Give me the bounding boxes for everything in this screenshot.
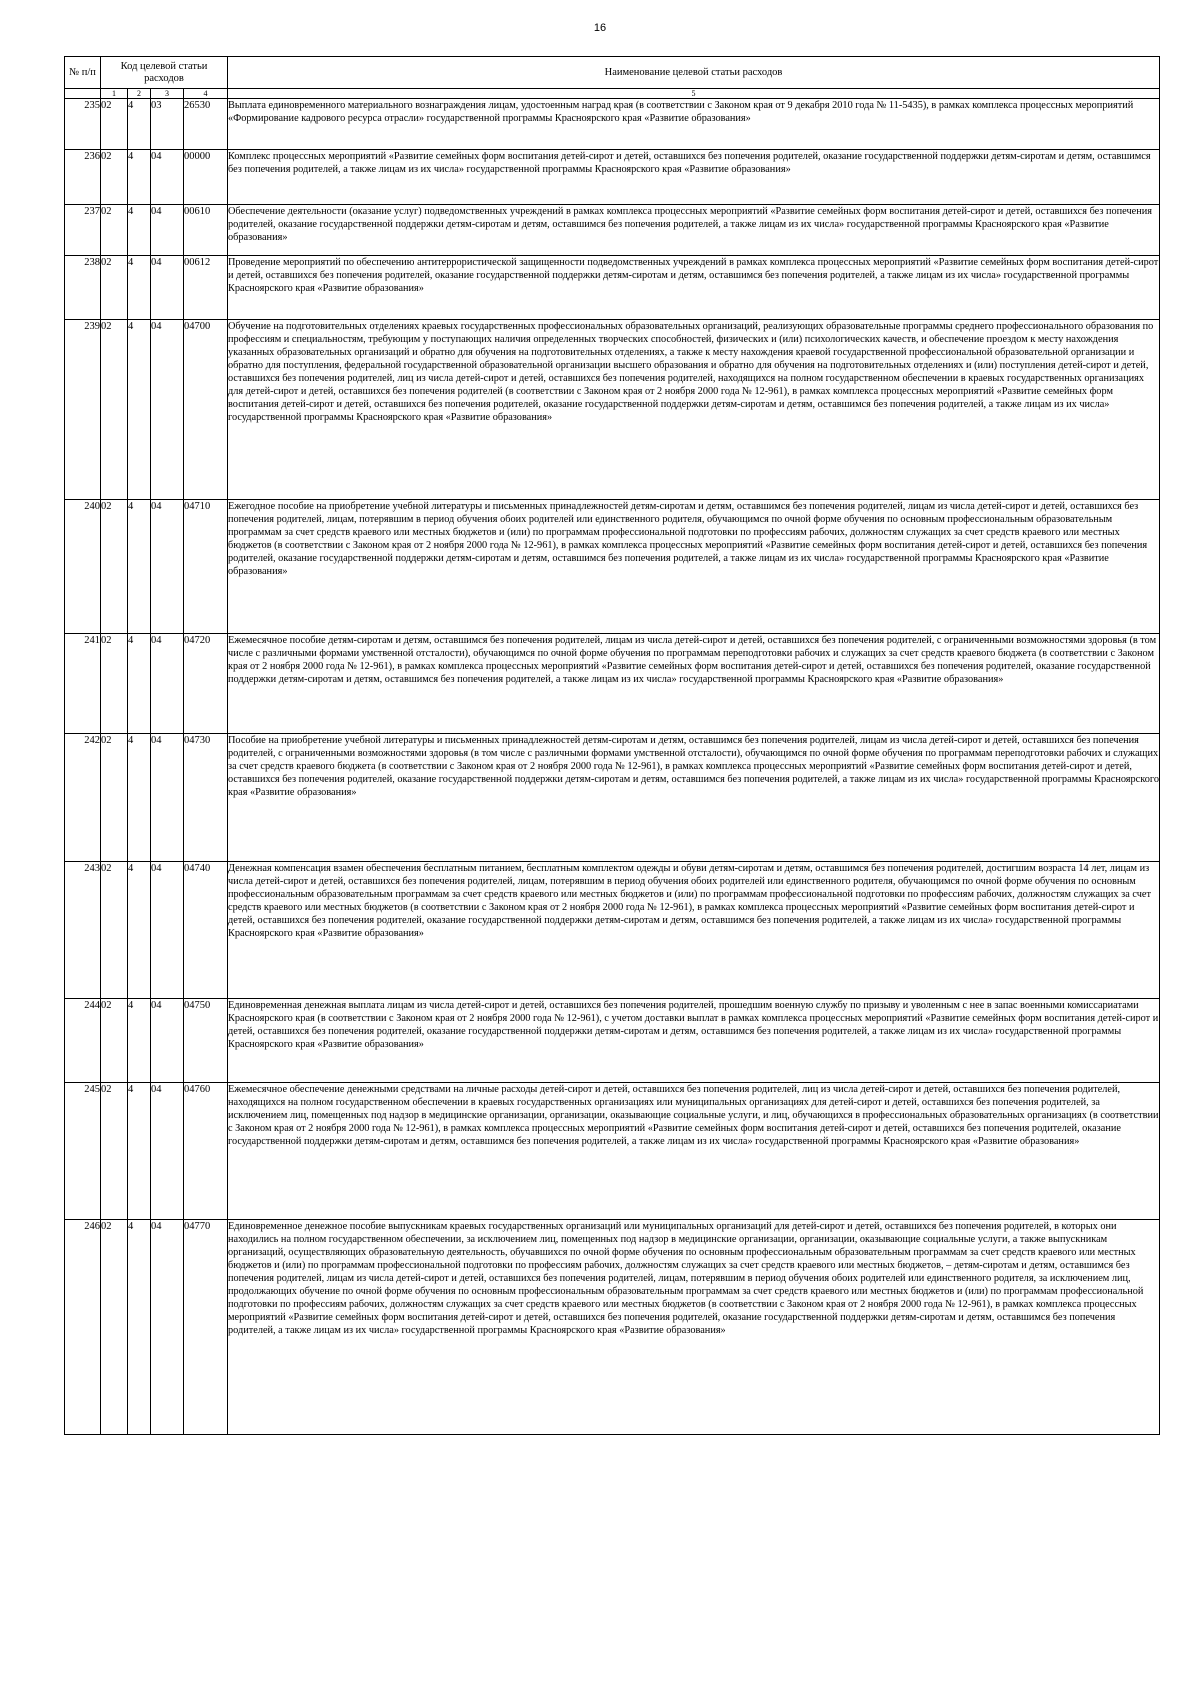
col-index: 3 <box>151 89 184 99</box>
code-part-4: 04700 <box>184 320 228 500</box>
table-row <box>65 500 1160 634</box>
article-name: Обеспечение деятельности (оказание услуг) подведомственных учреждений в рамках комплекса процессных мероприятий «Развитие семейных форм воспитания детей-сирот и детей, оставшихся без попечения родителей, оказание государственной поддержки детям-сиротам и детям, оставшимся без попечения родителей, а также лицам из их числа» государственной программы Красноярского края «Развитие образования» <box>228 205 1160 256</box>
code-part-1: 02 <box>101 862 128 999</box>
table-body <box>65 99 1160 1435</box>
target-articles-table <box>64 56 1160 1435</box>
code-part-3: 04 <box>151 500 184 634</box>
article-name: Проведение мероприятий по обеспечению антитеррористической защищенности подведомственных учреждений в рамках комплекса процессных мероприятий «Развитие семейных форм воспитания детей-сирот и детей, оставшихся без попечения родителей, оказание государственной поддержки детям-сиротам и детям, оставшимся без попечения родителей, а также лицам из их числа» государственной программы Красноярского края «Развитие образования» <box>228 256 1160 320</box>
table-row <box>65 320 1160 500</box>
code-part-1: 02 <box>101 1083 128 1220</box>
code-part-1: 02 <box>101 734 128 862</box>
row-number: 236 <box>65 150 101 205</box>
row-number: 246 <box>65 1220 101 1435</box>
col-index: 5 <box>228 89 1160 99</box>
code-part-3: 04 <box>151 150 184 205</box>
code-part-4: 04770 <box>184 1220 228 1435</box>
code-part-2: 4 <box>128 256 151 320</box>
code-part-4: 04730 <box>184 734 228 862</box>
code-part-4: 04720 <box>184 634 228 734</box>
code-part-2: 4 <box>128 150 151 205</box>
table-row <box>65 1220 1160 1435</box>
table-row <box>65 99 1160 150</box>
page-number: 16 <box>593 22 607 34</box>
article-name: Ежегодное пособие на приобретение учебной литературы и письменных принадлежностей детям-сиротам и детям, оставшимся без попечения родителей, лицам из числа детей-сирот и детей, оставшихся без попечения родителей, лицам, потерявшим в период обучения обоих родителей или единственного родителя, обучающимся по очной форме обучения по основным профессиональным образовательным программам за счет средств краевого или местных бюджетов и (или) по программам профессиональной подготовки по профессиям рабочих, должностям служащих за счет средств краевого или местных бюджетов (в соответствии с Законом края от 2 ноября 2000 года № 12-961), в рамках комплекса процессных мероприятий «Развитие семейных форм воспитания детей-сирот и детей, оставшихся без попечения родителей, оказание государственной поддержки детям-сиротам и детям, оставшимся без попечения родителей, а также лицам из их числа» государственной программы Красноярского края «Развитие образования» <box>228 500 1160 634</box>
code-part-2: 4 <box>128 634 151 734</box>
code-part-2: 4 <box>128 99 151 150</box>
col-index: 4 <box>184 89 228 99</box>
code-part-1: 02 <box>101 150 128 205</box>
code-part-1: 02 <box>101 256 128 320</box>
code-part-4: 04760 <box>184 1083 228 1220</box>
table-header <box>65 57 1160 99</box>
col-num-header: № п/п <box>65 57 101 89</box>
table-row <box>65 862 1160 999</box>
code-part-3: 04 <box>151 999 184 1083</box>
code-part-4: 04740 <box>184 862 228 999</box>
article-name: Ежемесячное обеспечение денежными средствами на личные расходы детей-сирот и детей, оставшихся без попечения родителей, лиц из числа детей-сирот и детей, оставшихся без попечения родителей, находящихся на полном государственном обеспечении в краевых государственных организациях или муниципальных организациях для детей-сирот и детей, оставшихся без попечения родителей, за исключением лиц, помещенных под надзор в медицинские организации, организации, оказывающие социальные услуги, и лиц, обучающихся в профессиональных образовательных организациях (в соответствии с Законом края от 2 ноября 2000 года № 12-961), в рамках комплекса процессных мероприятий «Развитие семейных форм воспитания детей-сирот и детей, оставшихся без попечения родителей, оказание государственной поддержки детям-сиротам и детям, оставшимся без попечения родителей, а также лицам из их числа» государственной программы Красноярского края «Развитие образования» <box>228 1083 1160 1220</box>
col-index: 2 <box>128 89 151 99</box>
code-part-1: 02 <box>101 500 128 634</box>
table-row <box>65 205 1160 256</box>
row-number: 241 <box>65 634 101 734</box>
code-part-4: 00612 <box>184 256 228 320</box>
code-part-1: 02 <box>101 634 128 734</box>
code-part-3: 04 <box>151 320 184 500</box>
code-part-2: 4 <box>128 320 151 500</box>
code-part-3: 04 <box>151 634 184 734</box>
table-row <box>65 734 1160 862</box>
table-row <box>65 256 1160 320</box>
article-name: Комплекс процессных мероприятий «Развитие семейных форм воспитания детей-сирот и детей, оставшихся без попечения родителей, оказание государственной поддержки детям-сиротам и детям, оставшимся без попечения родителей, а также лицам из их числа» государственной программы Красноярского края «Развитие образования» <box>228 150 1160 205</box>
code-part-2: 4 <box>128 734 151 862</box>
table-row <box>65 150 1160 205</box>
code-part-1: 02 <box>101 999 128 1083</box>
code-part-1: 02 <box>101 320 128 500</box>
row-number: 240 <box>65 500 101 634</box>
code-part-3: 03 <box>151 99 184 150</box>
name-header: Наименование целевой статьи расходов <box>228 57 1160 89</box>
article-name: Пособие на приобретение учебной литературы и письменных принадлежностей детям-сиротам и детям, оставшимся без попечения родителей, лицам из числа детей-сирот и детей, оставшихся без попечения родителей, с ограниченными возможностями здоровья (в том числе с различными формами умственной отсталости), обучающимся по очной форме обучения по программам переподготовки рабочих и служащих за счет средств краевого бюджета (в соответствии с Законом края от 2 ноября 2000 года № 12-961), в рамках комплекса процессных мероприятий «Развитие семейных форм воспитания детей-сирот и детей, оставшихся без попечения родителей, оказание государственной поддержки детям-сиротам и детям, оставшимся без попечения родителей, а также лицам из их числа» государственной программы Красноярского края «Развитие образования» <box>228 734 1160 862</box>
code-part-3: 04 <box>151 256 184 320</box>
row-number: 242 <box>65 734 101 862</box>
article-name: Денежная компенсация взамен обеспечения бесплатным питанием, бесплатным комплектом одежды и обуви детям-сиротам и детям, оставшимся без попечения родителей, достигшим возраста 14 лет, лицам из числа детей-сирот и детей, оставшихся без попечения родителей, лицам, потерявшим в период обучения обоих родителей или единственного родителя, обучающимся по очной форме обучения по основным профессиональным образовательным программам за счет средств краевого или местных бюджетов и (или) по программам профессиональной подготовки по профессиям рабочих, должностям служащих за счет средств краевого или местных бюджетов (в соответствии с Законом края от 2 ноября 2000 года № 12-961), в рамках комплекса процессных мероприятий «Развитие семейных форм воспитания детей-сирот и детей, оставшихся без попечения родителей, оказание государственной поддержки детям-сиротам и детям, оставшимся без попечения родителей, а также лицам из их числа» государственной программы Красноярского края «Развитие образования» <box>228 862 1160 999</box>
code-part-3: 04 <box>151 205 184 256</box>
code-part-4: 04710 <box>184 500 228 634</box>
code-part-2: 4 <box>128 999 151 1083</box>
col-index: 1 <box>101 89 128 99</box>
row-number: 243 <box>65 862 101 999</box>
table-row <box>65 634 1160 734</box>
code-part-4: 00000 <box>184 150 228 205</box>
row-number: 237 <box>65 205 101 256</box>
row-number: 239 <box>65 320 101 500</box>
code-part-2: 4 <box>128 500 151 634</box>
row-number: 235 <box>65 99 101 150</box>
article-name: Ежемесячное пособие детям-сиротам и детям, оставшимся без попечения родителей, лицам из числа детей-сирот и детей, оставшихся без попечения родителей, с ограниченными возможностями здоровья (в том числе с различными формами умственной отсталости), обучающимся по очной форме обучения по программам переподготовки рабочих и служащих за счет средств краевого бюджета (в соответствии с Законом края от 2 ноября 2000 года № 12-961), в рамках комплекса процессных мероприятий «Развитие семейных форм воспитания детей-сирот и детей, оставшихся без попечения родителей, оказание государственной поддержки детям-сиротам и детям, оставшимся без попечения родителей, а также лицам из их числа» государственной программы Красноярского края «Развитие образования» <box>228 634 1160 734</box>
article-name: Единовременная денежная выплата лицам из числа детей-сирот и детей, оставшихся без попечения родителей, прошедшим военную службу по призыву и уволенным с нее в запас военными комиссариатами Красноярского края (в соответствии с Законом края от 2 ноября 2000 года № 12-961), с учетом доставки выплат в рамках комплекса процессных мероприятий «Развитие семейных форм воспитания детей-сирот и детей, оставшихся без попечения родителей, оказание государственной поддержки детям-сиротам и детям, оставшимся без попечения родителей, а также лицам из их числа» государственной программы Красноярского края «Развитие образования» <box>228 999 1160 1083</box>
code-part-2: 4 <box>128 862 151 999</box>
article-name: Выплата единовременного материального вознаграждения лицам, удостоенным наград края (в соответствии с Законом края от 9 декабря 2010 года № 11-5435), в рамках комплекса процессных мероприятий «Формирование кадрового ресурса отрасли» государственной программы Красноярского края «Развитие образования» <box>228 99 1160 150</box>
col-index-empty <box>65 89 101 99</box>
row-number: 245 <box>65 1083 101 1220</box>
code-part-2: 4 <box>128 1083 151 1220</box>
article-name: Обучение на подготовительных отделениях краевых государственных профессиональных образовательных организаций, реализующих образовательные программы среднего профессионального образования по профессиям и специальностям, требующим у поступающих наличия определенных творческих способностей, физических и (или) психологических качеств, и обеспечение проездом к месту нахождения указанных образовательных организаций и обратно для обучения на подготовительных отделениях, а также к месту нахождения краевой государственной профессиональной образовательной организации и обратно для поступления, федеральной государственной образовательной организации высшего образования и обратно для обучения на подготовительных отделениях и (или) поступления детей-сирот и детей, оставшихся без попечения родителей, лиц из числа детей-сирот и детей, оставшихся без попечения родителей, находящихся на полном государственном обеспечении в краевых государственных организациях для детей-сирот и детей, оставшихся без попечения родителей (в соответствии с Законом края от 2 ноября 2000 года № 12-961), в рамках комплекса процессных мероприятий «Развитие семейных форм воспитания детей-сирот и детей, оставшихся без попечения родителей, оказание государственной поддержки детям-сиротам и детям, оставшимся без попечения родителей, а также лицам из их числа» государственной программы Красноярского края «Развитие образования» <box>228 320 1160 500</box>
code-part-4: 00610 <box>184 205 228 256</box>
code-part-1: 02 <box>101 1220 128 1435</box>
code-part-3: 04 <box>151 1083 184 1220</box>
code-part-3: 04 <box>151 734 184 862</box>
table-row <box>65 999 1160 1083</box>
row-number: 238 <box>65 256 101 320</box>
table-row <box>65 1083 1160 1220</box>
row-number: 244 <box>65 999 101 1083</box>
code-part-1: 02 <box>101 99 128 150</box>
code-part-4: 04750 <box>184 999 228 1083</box>
code-part-1: 02 <box>101 205 128 256</box>
code-part-3: 04 <box>151 862 184 999</box>
code-part-4: 26530 <box>184 99 228 150</box>
code-part-3: 04 <box>151 1220 184 1435</box>
code-part-2: 4 <box>128 1220 151 1435</box>
code-part-2: 4 <box>128 205 151 256</box>
code-group-header: Код целевой статьи расходов <box>101 57 228 89</box>
article-name: Единовременное денежное пособие выпускникам краевых государственных организаций или муниципальных организаций для детей-сирот и детей, оставшихся без попечения родителей, в которых они находились на полном государственном обеспечении, за исключением лиц, помещенных под надзор в медицинские организации, организации, оказывающие социальные услуги, а также выпускникам организаций, осуществляющих образовательную деятельность, обучавшихся по очной форме обучения по основным профессиональным образовательным программам за счет средств краевого или местных бюджетов и (или) по программам профессиональной подготовки по профессиям рабочих, должностям служащих за счет средств краевого или местных бюджетов, – детям-сиротам и детям, оставшимся без попечения родителей, лицам из числа детей-сирот и детей, оставшихся без попечения родителей, лицам, потерявшим в период обучения обоих родителей или единственного родителя, за исключением лиц, продолжающих обучение по очной форме обучения по основным профессиональным образовательным программам за счет средств краевого или местных бюджетов и (или) по программам профессиональной подготовки по профессиям рабочих, должностям служащих за счет средств краевого или местных бюджетов (в соответствии с Законом края от 2 ноября 2000 года № 12-961), в рамках комплекса процессных мероприятий «Развитие семейных форм воспитания детей-сирот и детей, оставшихся без попечения родителей, оказание государственной поддержки детям-сиротам и детям, оставшимся без попечения родителей, а также лицам из их числа» государственной программы Красноярского края «Развитие образования» <box>228 1220 1160 1435</box>
